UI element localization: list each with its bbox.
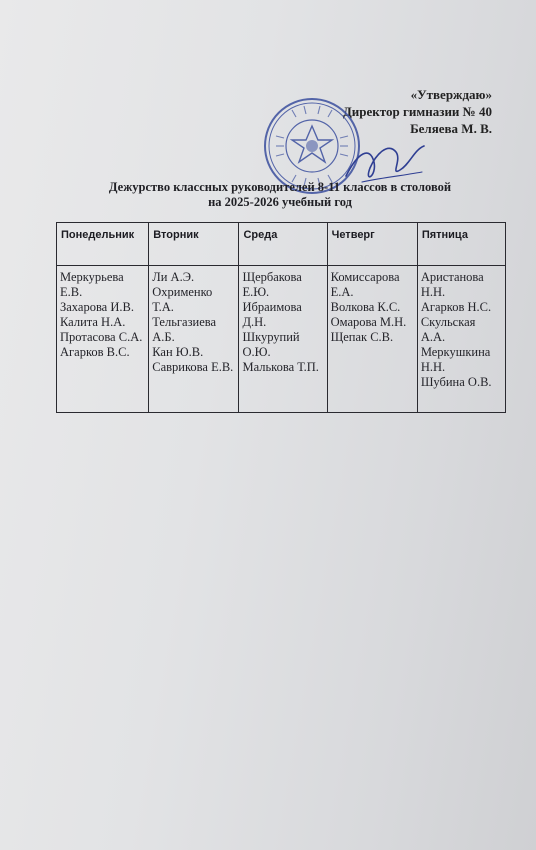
teacher-name: Омарова М.Н. <box>330 315 407 329</box>
teacher-name: Меркушкина Н.Н. <box>420 345 491 374</box>
header-wednesday: Среда <box>239 223 327 266</box>
approval-position: Директор гимназии № 40 <box>342 104 492 119</box>
teacher-name: Протасова С.А. <box>60 330 143 344</box>
approval-heading: «Утверждаю» <box>410 87 492 102</box>
teacher-name: Калита Н.А. <box>60 315 126 329</box>
document-title <box>60 180 500 210</box>
teacher-name: Охрименко Т.А. <box>152 285 213 314</box>
header-monday: Понедельник <box>57 223 149 266</box>
teacher-name: Меркурьева Е.В. <box>60 270 124 299</box>
teacher-name: Агарков В.С. <box>60 345 130 359</box>
teacher-name: Тельгазиева А.Б. <box>152 315 217 344</box>
teacher-name: Скульская А.А. <box>420 315 476 344</box>
teacher-name: Комиссарова Е.А. <box>330 270 400 299</box>
teacher-name: Шкурупий О.Ю. <box>242 330 300 359</box>
teacher-name: Саврикова Е.В. <box>152 360 234 374</box>
table-row <box>57 266 506 413</box>
teacher-name: Волкова К.С. <box>330 300 401 314</box>
header-tuesday: Вторник <box>149 223 239 266</box>
teacher-name: Шубина О.В. <box>420 375 492 389</box>
table-header-row <box>57 223 506 266</box>
approval-name: Беляева М. В. <box>410 121 492 136</box>
teacher-name: Агарков Н.С. <box>420 300 492 314</box>
teacher-name: Малькова Т.П. <box>242 360 319 374</box>
friday-cell <box>417 266 505 413</box>
approval-block <box>343 86 492 137</box>
wednesday-cell <box>239 266 327 413</box>
teacher-name: Захарова И.В. <box>60 300 134 314</box>
teacher-name: Щепак С.В. <box>330 330 394 344</box>
thursday-cell <box>327 266 417 413</box>
teacher-name: Ли А.Э. <box>152 270 195 284</box>
tuesday-cell <box>149 266 239 413</box>
monday-cell <box>57 266 149 413</box>
header-thursday: Четверг <box>327 223 417 266</box>
teacher-name: Щербакова Е.Ю. <box>242 270 302 299</box>
duty-schedule-table <box>56 222 506 413</box>
teacher-name: Ибраимова Д.Н. <box>242 300 302 329</box>
title-line-2: на 2025-2026 учебный год <box>208 195 352 209</box>
header-friday: Пятница <box>417 223 505 266</box>
teacher-name: Кан Ю.В. <box>152 345 204 359</box>
teacher-name: Аристанова Н.Н. <box>420 270 484 299</box>
title-line-1: Дежурство классных руководителей 8-11 классов в столовой <box>108 180 452 194</box>
